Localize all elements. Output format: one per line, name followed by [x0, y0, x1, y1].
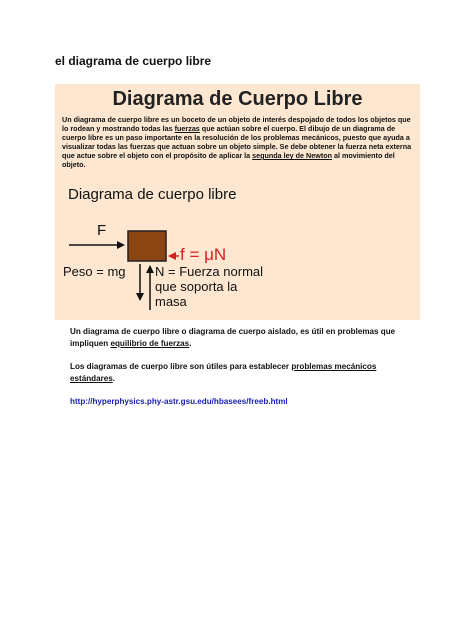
diagram-subtitle: Diagrama de cuerpo libre	[68, 186, 237, 203]
hyperphysics-link[interactable]: http://hyperphysics.phy-astr.gsu.edu/hbasees/freeb.html	[70, 397, 288, 406]
paragraph-problems	[70, 361, 415, 385]
card-title: Diagrama de Cuerpo Libre	[112, 88, 363, 110]
p1-text-1: Un diagrama de cuerpo libre o diagrama de cuerpo aislado, es útil en problemas que impliquen	[70, 327, 396, 348]
applied-force-label: F	[97, 222, 107, 239]
p2-text-1: Los diagramas de cuerpo libre son útiles para establecer	[70, 362, 292, 371]
paragraph-equilibrium	[70, 326, 415, 350]
card-body-text-1: Un diagrama de cuerpo libre es un boceto de un objeto de interés despojado de todos los objetos que lo rodean y mostrando todas las	[62, 115, 411, 133]
card-body-text-3: al movimiento del objeto.	[62, 151, 395, 169]
link-equilibrio-fuerzas[interactable]: equilibrio de fuerzas	[110, 339, 190, 348]
diagram-card	[55, 84, 420, 320]
card-body-text-2: que actúan sobre el cuerpo. El dibujo de un diagrama de cuerpo libre es un paso importante en la resolución de los problemas mecánicos, puesto que ayuda a visualizar todas las fuerzas que actuan sobre un objeto simple. Se debe obtener la fuerza neta externa que actue sobre el objeto con el propósito de aplicar la	[62, 124, 412, 160]
normal-label-line-3: masa	[155, 294, 187, 309]
normal-label-line-1: N = Fuerza normal	[155, 264, 264, 279]
mass-block	[128, 231, 166, 261]
friction-label: f = μN	[180, 245, 227, 264]
page-heading: el diagrama de cuerpo libre	[55, 54, 212, 68]
p1-text-2: .	[189, 339, 192, 348]
normal-label-line-2: que soporta la	[155, 279, 238, 294]
weight-label: Peso = mg	[63, 264, 126, 279]
link-segunda-ley-newton[interactable]: segunda ley de Newton	[252, 151, 333, 160]
normal-force-label	[155, 264, 263, 309]
link-problemas-mecanicos[interactable]: problemas mecánicos estándares	[70, 362, 377, 383]
p2-text-2: .	[112, 374, 115, 383]
link-fuerzas[interactable]: fuerzas	[174, 124, 200, 133]
